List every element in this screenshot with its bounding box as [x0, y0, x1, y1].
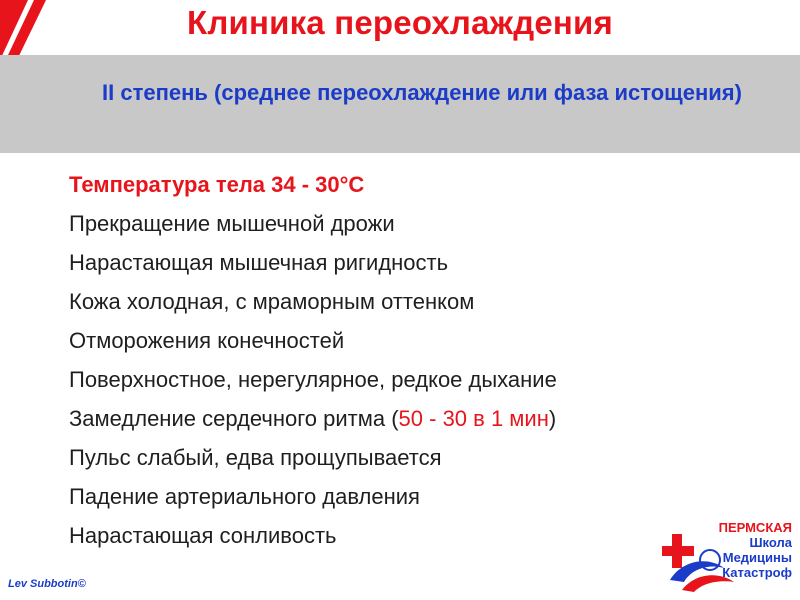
list-item — [45, 399, 557, 438]
list-item — [45, 165, 557, 204]
list-item — [45, 438, 557, 477]
heart-rate-highlight: 50 - 30 в 1 мин — [398, 405, 549, 431]
list-item — [45, 321, 557, 360]
list-item-text: Кожа холодная, с мраморным оттенком — [69, 288, 475, 314]
list-item-text: Температура тела 34 - 30°С — [69, 171, 365, 197]
subheader-text: II степень (среднее переохлаждение или фаза истощения) — [102, 80, 742, 105]
list-item — [45, 477, 557, 516]
list-item — [45, 282, 557, 321]
list-item-text: Прекращение мышечной дрожи — [69, 210, 395, 236]
school-logo — [662, 520, 798, 596]
list-item-text: Отморожения конечностей — [69, 327, 345, 353]
logo-line-4: Катастроф — [722, 565, 792, 580]
list-item — [45, 243, 557, 282]
logo-line-2: Школа — [749, 535, 792, 550]
subheader-band — [0, 55, 800, 153]
list-item — [45, 516, 557, 555]
symptom-list — [45, 165, 557, 555]
list-item — [45, 360, 557, 399]
list-item-text: Поверхностное, нерегулярное, редкое дыхание — [69, 366, 557, 392]
slide-title: Клиника переохлаждения — [186, 4, 614, 41]
logo-text — [719, 520, 792, 580]
list-item-text: Нарастающая мышечная ригидность — [69, 249, 449, 275]
list-item-text: Нарастающая сонливость — [69, 522, 337, 548]
list-item — [45, 204, 557, 243]
list-item-text: Падение артериального давления — [69, 483, 420, 509]
logo-line-1: ПЕРМСКАЯ — [718, 520, 792, 535]
list-item-text-before: Замедление сердечного ритма ( — [69, 405, 399, 431]
list-item-text — [69, 406, 556, 432]
list-item-text: Пульс слабый, едва прощупывается — [69, 444, 442, 470]
author-credit: Lev Subbotin© — [8, 578, 86, 590]
logo-line-3: Медицины — [722, 550, 792, 565]
list-item-text-after: ) — [548, 405, 557, 431]
